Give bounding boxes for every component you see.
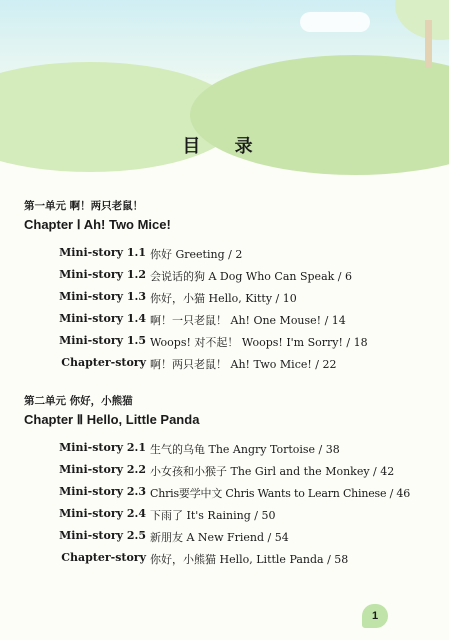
entry-title: 生气的乌龟 The Angry Tortoise / 38 [150, 443, 340, 456]
entry-title: 啊！一只老鼠！ Ah! One Mouse! / 14 [150, 314, 346, 327]
unit-heading-2: 第二单元 你好，小熊猫 [24, 395, 133, 407]
page-title: 目 录 [182, 136, 267, 157]
entry-label: Mini-story 1.1 [59, 246, 146, 259]
entry-title: 啊！两只老鼠！ Ah! Two Mice! / 22 [150, 358, 337, 371]
entry-label: Mini-story 1.5 [59, 334, 146, 347]
entry-label: Mini-story 2.3 [59, 485, 146, 498]
entry-title: 小女孩和小猴子 The Girl and the Monkey / 42 [150, 465, 395, 478]
tree-canopy [395, 0, 449, 40]
entry-title: 新朋友 A New Friend / 54 [150, 531, 289, 544]
page-number-badge: 1 [362, 604, 388, 628]
cloud [300, 12, 370, 32]
entry-title: 会说话的狗 A Dog Who Can Speak / 6 [150, 270, 352, 283]
entry-label: Mini-story 2.2 [59, 463, 146, 476]
tree-trunk [425, 20, 432, 68]
chapter-heading-2: Chapter Ⅱ Hello, Little Panda [24, 412, 200, 427]
entry-label: Mini-story 1.2 [59, 268, 146, 281]
entry-label: Mini-story 2.4 [59, 507, 146, 520]
entry-label: Mini-story 2.5 [59, 529, 146, 542]
chapter-heading-1: Chapter Ⅰ Ah! Two Mice! [24, 217, 171, 232]
header-illustration [0, 0, 449, 115]
entry-title: 你好，小猫 Hello, Kitty / 10 [150, 292, 297, 305]
entry-title: Woops! 对不起！ Woops! I'm Sorry! / 18 [150, 336, 368, 349]
entry-title: 下雨了 It's Raining / 50 [150, 509, 276, 522]
entry-label: Mini-story 2.1 [59, 441, 146, 454]
entry-label: Chapter-story [61, 551, 146, 564]
entry-title: 你好 Greeting / 2 [150, 248, 243, 261]
entry-label: Chapter-story [61, 356, 146, 369]
entry-label: Mini-story 1.4 [59, 312, 146, 325]
unit-heading-1: 第一单元 啊！两只老鼠！ [24, 200, 144, 212]
entry-title: 你好，小熊猫 Hello, Little Panda / 58 [150, 553, 349, 566]
entry-label: Mini-story 1.3 [59, 290, 146, 303]
entry-title: Chris要学中文 Chris Wants to Learn Chinese / 46 [150, 487, 411, 500]
